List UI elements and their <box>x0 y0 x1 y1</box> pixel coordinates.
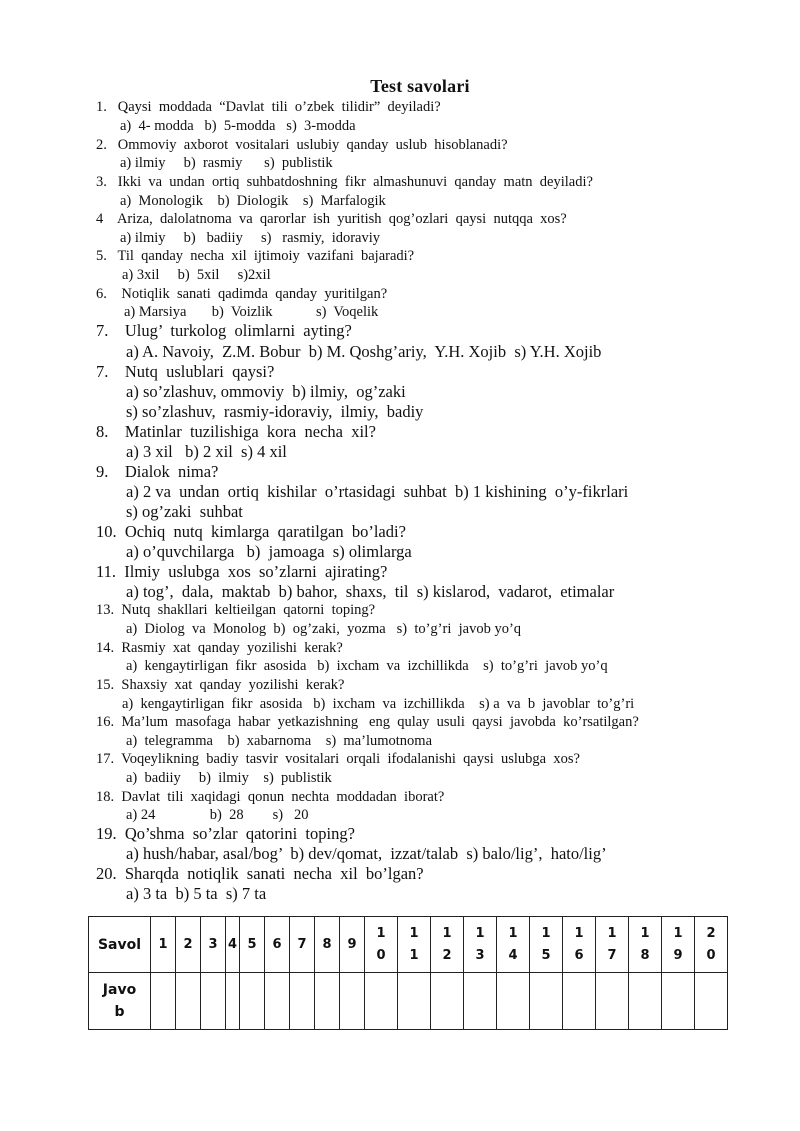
question-3-options: a) Monologik b) Diologik s) Marfalogik <box>120 193 386 209</box>
answer-cell[interactable] <box>563 973 596 1030</box>
question-14: 14. Rasmiy xat qanday yozilishi kerak? <box>96 640 343 656</box>
question-number-cell <box>629 917 662 973</box>
javob-label-part2: b <box>114 1004 125 1020</box>
javob-label-part1: Javo <box>102 982 137 998</box>
question-number-digit: 3 <box>208 936 218 952</box>
answer-cell[interactable] <box>201 973 226 1030</box>
question-8-options: a) 3 xil b) 2 xil s) 4 xil <box>126 442 287 461</box>
question-15: 15. Shaxsiy xat qanday yozilishi kerak? <box>96 677 345 693</box>
answer-cell[interactable] <box>596 973 629 1030</box>
question-number-digit: 6 <box>574 947 584 963</box>
question-number-cell <box>431 917 464 973</box>
question-19-options: a) hush/habar, asal/bog’ b) dev/qomat, izzat/talab s) balo/lig’, hato/lig’ <box>126 844 607 863</box>
answer-cell[interactable] <box>365 973 398 1030</box>
question-19: 19. Qo’shma so’zlar qatorini toping? <box>96 824 355 843</box>
answer-cell[interactable] <box>662 973 695 1030</box>
question-number-cell <box>563 917 596 973</box>
question-number-cell <box>240 917 265 973</box>
question-20-options: a) 3 ta b) 5 ta s) 7 ta <box>126 884 267 903</box>
answer-cell[interactable] <box>431 973 464 1030</box>
question-number-digit: 1 <box>409 925 419 941</box>
question-number-digit: 5 <box>247 936 257 952</box>
answer-cell[interactable] <box>629 973 662 1030</box>
question-number-cell <box>340 917 365 973</box>
answer-cell[interactable] <box>530 973 563 1030</box>
question-number-row <box>89 917 728 973</box>
question-number-digit: 7 <box>607 947 617 963</box>
question-number-cell <box>176 917 201 973</box>
question-20: 20. Sharqda notiqlik sanati necha xil bo’lgan? <box>96 864 424 883</box>
question-number-cell <box>365 917 398 973</box>
question-number-digit: 2 <box>706 925 716 941</box>
question-6-options: a) Marsiya b) Voizlik s) Voqelik <box>124 304 379 320</box>
question-16-options: a) telegramma b) xabarnoma s) ma’lumotnoma <box>126 733 433 749</box>
question-number-digit: 1 <box>409 947 419 963</box>
question-number-digit: 3 <box>475 947 485 963</box>
question-9-options-cont: s) og’zaki suhbat <box>126 502 243 521</box>
question-10: 10. Ochiq nutq kimlarga qaratilgan bo’ladi? <box>96 522 406 541</box>
question-1-options: a) 4- modda b) 5-modda s) 3-modda <box>120 118 356 134</box>
question-2-options: a) ilmiy b) rasmiy s) publistik <box>120 155 333 171</box>
question-13-options: a) Diolog va Monolog b) og’zaki, yozma s) to’g’ri javob yo’q <box>126 621 522 637</box>
question-number-cell <box>290 917 315 973</box>
question-9: 9. Dialok nima? <box>96 462 219 481</box>
question-9-options: a) 2 va undan ortiq kishilar o’rtasidagi suhbat b) 1 kishining o’y-fikrlari <box>126 482 629 501</box>
question-number-cell <box>226 917 240 973</box>
question-10-options: a) o’quvchilarga b) jamoaga s) olimlarga <box>126 542 412 561</box>
question-7b-options-cont: s) so’zlashuv, rasmiy-idoraviy, ilmiy, badiy <box>126 402 424 421</box>
answer-cell[interactable] <box>176 973 201 1030</box>
question-15-options: a) kengaytirligan fikr asosida b) ixcham va izchillikda s) a va b javoblar to’g’ri <box>122 696 635 712</box>
question-16: 16. Ma’lum masofaga habar yetkazishning eng qulay usuli qaysi javobda ko’rsatilgan? <box>96 714 639 730</box>
question-11-options: a) tog’, dala, maktab b) bahor, shaxs, til s) kislarod, vadarot, etimalar <box>126 582 615 601</box>
answer-cell[interactable] <box>464 973 497 1030</box>
question-number-digit: 9 <box>673 947 683 963</box>
question-number-cell <box>530 917 563 973</box>
answer-cell[interactable] <box>290 973 315 1030</box>
question-number-digit: 1 <box>574 925 584 941</box>
question-number-digit: 4 <box>508 947 518 963</box>
question-number-digit: 1 <box>442 925 452 941</box>
question-number-cell <box>464 917 497 973</box>
answer-table <box>88 916 728 1030</box>
answer-cell[interactable] <box>315 973 340 1030</box>
question-number-digit: 8 <box>640 947 650 963</box>
answer-cell[interactable] <box>226 973 240 1030</box>
question-7b-options: a) so’zlashuv, ommoviy b) ilmiy, og’zaki <box>126 382 406 401</box>
question-1: 1. Qaysi moddada “Davlat tili o’zbek tilidir” deyiladi? <box>96 99 441 115</box>
question-number-digit: 1 <box>640 925 650 941</box>
question-number-digit: 1 <box>376 925 386 941</box>
question-number-cell <box>695 917 728 973</box>
question-number-digit: 1 <box>607 925 617 941</box>
question-18: 18. Davlat tili xaqidagi qonun nechta moddadan iborat? <box>96 789 445 805</box>
question-18-options: a) 24 b) 28 s) 20 <box>126 807 309 823</box>
question-7-options: a) A. Navoiy, Z.M. Bobur b) M. Qoshg’ariy, Y.H. Xojib s) Y.H. Xojib <box>126 342 602 361</box>
question-number-cell <box>265 917 290 973</box>
question-17: 17. Voqeylikning badiy tasvir vositalari orqali ifodalanishi qaysi uslubga xos? <box>96 751 580 767</box>
answer-cell[interactable] <box>265 973 290 1030</box>
question-number-digit: 5 <box>541 947 551 963</box>
question-7: 7. Ulug’ turkolog olimlarni ayting? <box>96 321 352 340</box>
answer-row <box>89 973 728 1030</box>
question-number-digit: 2 <box>442 947 452 963</box>
question-17-options: a) badiiy b) ilmiy s) publistik <box>126 770 332 786</box>
question-number-cell <box>398 917 431 973</box>
question-number-digit: 9 <box>347 936 357 952</box>
question-number-digit: 6 <box>272 936 282 952</box>
question-8: 8. Matinlar tuzilishiga kora necha xil? <box>96 422 376 441</box>
question-4-options: a) ilmiy b) badiiy s) rasmiy, idoraviy <box>120 230 381 246</box>
question-11: 11. Ilmiy uslubga xos so’zlarni ajirating? <box>96 562 388 581</box>
javob-label <box>89 973 151 1030</box>
answer-cell[interactable] <box>240 973 265 1030</box>
question-number-digit: 1 <box>158 936 168 952</box>
question-6: 6. Notiqlik sanati qadimda qanday yuritilgan? <box>96 286 388 302</box>
answer-cell[interactable] <box>398 973 431 1030</box>
answer-cell[interactable] <box>695 973 728 1030</box>
answer-cell[interactable] <box>497 973 530 1030</box>
question-13: 13. Nutq shakllari keltieilgan qatorni toping? <box>96 602 376 618</box>
answer-cell[interactable] <box>340 973 365 1030</box>
question-14-options: a) kengaytirligan fikr asosida b) ixcham va izchillikda s) to’g’ri javob yo’q <box>126 658 608 674</box>
question-number-cell <box>151 917 176 973</box>
answer-cell[interactable] <box>151 973 176 1030</box>
question-number-digit: 4 <box>227 936 238 952</box>
question-number-digit: 1 <box>673 925 683 941</box>
question-number-cell <box>201 917 226 973</box>
question-number-cell <box>662 917 695 973</box>
question-number-digit: 7 <box>297 936 307 952</box>
question-number-cell <box>497 917 530 973</box>
question-number-cell <box>596 917 629 973</box>
question-number-digit: 1 <box>475 925 485 941</box>
question-7b: 7. Nutq uslublari qaysi? <box>96 362 275 381</box>
question-3: 3. Ikki va undan ortiq suhbatdoshning fikr almashunuvi qanday matn deyiladi? <box>96 174 593 190</box>
question-5: 5. Til qanday necha xil ijtimoiy vazifani bajaradi? <box>96 248 415 264</box>
question-2: 2. Ommoviy axborot vositalari uslubiy qanday uslub hisoblanadi? <box>96 137 508 153</box>
question-5-options: a) 3xil b) 5xil s)2xil <box>122 267 271 283</box>
savol-label: Savol <box>89 917 151 973</box>
question-number-digit: 1 <box>508 925 518 941</box>
question-number-digit: 1 <box>541 925 551 941</box>
question-4: 4 Ariza, dalolatnoma va qarorlar ish yuritish qog’ozlari qaysi nutqqa xos? <box>96 211 567 227</box>
question-number-digit: 8 <box>322 936 332 952</box>
question-number-cell <box>315 917 340 973</box>
page-title: Test savolari <box>370 76 470 96</box>
question-number-digit: 0 <box>376 947 386 963</box>
question-number-digit: 0 <box>706 947 716 963</box>
question-number-digit: 2 <box>183 936 193 952</box>
